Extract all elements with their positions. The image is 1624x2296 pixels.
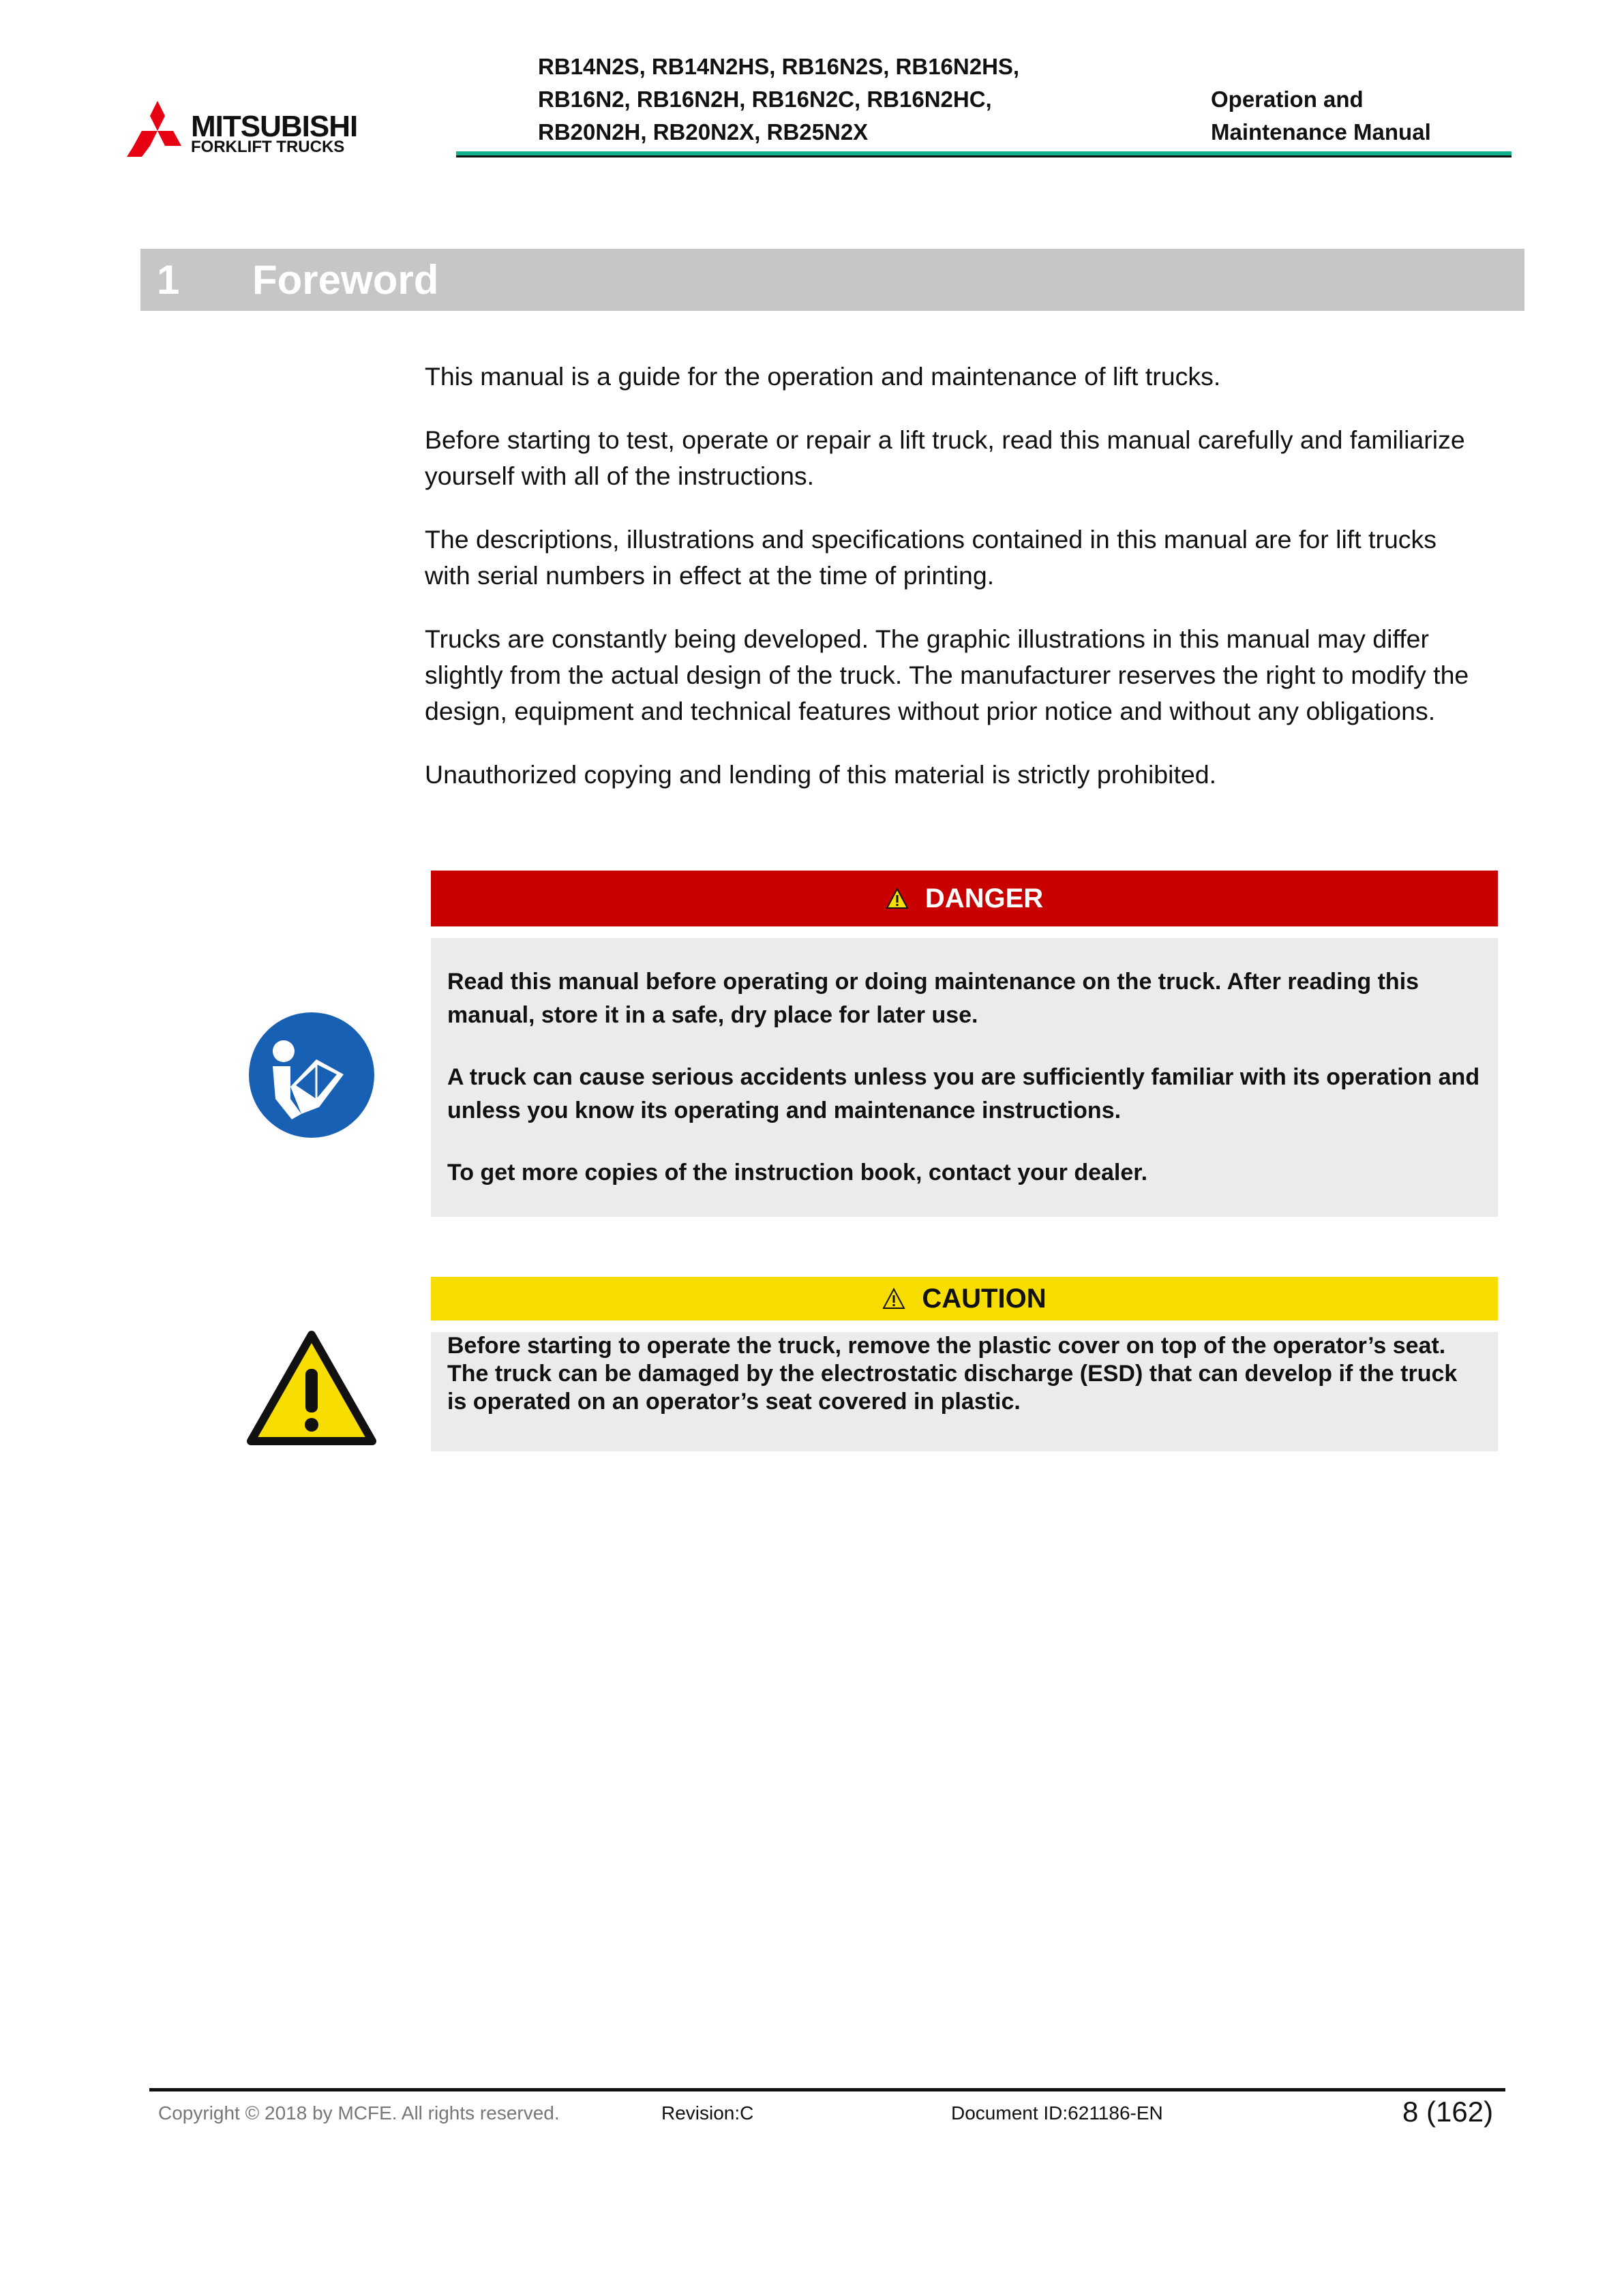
logo-brand: MITSUBISHI [191, 110, 358, 143]
document-id: Document ID:621186-EN [951, 2102, 1163, 2124]
danger-header [431, 871, 1498, 926]
page-number: 8 (162) [1402, 2096, 1494, 2128]
manual-title [1211, 83, 1431, 149]
section-title: Foreword [252, 257, 439, 303]
logo-subtitle: FORKLIFT TRUCKS [191, 138, 345, 156]
paragraph: Before starting to test, operate or repair a lift truck, read this manual carefully and familiarize yourself with all of the instructions. [425, 425, 1465, 490]
danger-item: Read this manual before operating or doing maintenance on the truck. After reading this manual, store it in a safe, dry place for later use. [447, 969, 1419, 1028]
caution-body [431, 1332, 1498, 1451]
danger-item: To get more copies of the instruction book, contact your dealer. [447, 1160, 1148, 1185]
model-list [538, 50, 1019, 149]
danger-body [431, 938, 1498, 1217]
copyright: Copyright © 2018 by MCFE. All rights reserved. [158, 2102, 560, 2124]
paragraph: Unauthorized copying and lending of this material is strictly prohibited. [425, 760, 1217, 789]
paragraph: This manual is a guide for the operation and maintenance of lift trucks. [425, 362, 1221, 391]
danger-label: DANGER [924, 883, 1044, 913]
model-line: RB20N2H, RB20N2X, RB25N2X [538, 119, 869, 145]
manual-title-line: Operation and [1211, 87, 1364, 112]
caution-text: Before starting to operate the truck, remove the plastic cover on top of the operator’s seat. The truck can be damaged by the electrostatic discharge (ESD) that can develop if the truck is operated on an operator’s seat covered in plastic. [447, 1333, 1458, 1415]
warning-triangle-icon [247, 1329, 376, 1447]
mitsubishi-logo [127, 101, 406, 157]
caution-label: CAUTION [922, 1283, 1047, 1314]
three-diamonds-icon [127, 101, 188, 157]
warning-small-icon [886, 888, 909, 909]
foreword-text [425, 359, 1488, 820]
section-heading [140, 249, 1524, 311]
caution-header [431, 1277, 1498, 1320]
manual-title-line: Maintenance Manual [1211, 119, 1431, 145]
read-manual-icon [248, 1012, 375, 1138]
footer-divider [149, 2088, 1505, 2091]
header-divider [456, 151, 1512, 157]
revision: Revision:C [661, 2102, 754, 2124]
section-number: 1 [157, 257, 180, 303]
paragraph: The descriptions, illustrations and specifications contained in this manual are for lift trucks with serial numbers in effect at the time of printing. [425, 525, 1437, 590]
danger-item: A truck can cause serious accidents unless you are sufficiently familiar with its operation and unless you know its operating and maintenance instructions. [447, 1064, 1480, 1123]
paragraph: Trucks are constantly being developed. The graphic illustrations in this manual may differ slightly from the actual design of the truck. The manufacturer reserves the right to modify the design, equipment and technical features without prior notice and without any obligations. [425, 624, 1469, 725]
model-line: RB14N2S, RB14N2HS, RB16N2S, RB16N2HS, [538, 54, 1020, 79]
model-line: RB16N2, RB16N2H, RB16N2C, RB16N2HC, [538, 87, 992, 112]
warning-small-icon [882, 1288, 905, 1310]
